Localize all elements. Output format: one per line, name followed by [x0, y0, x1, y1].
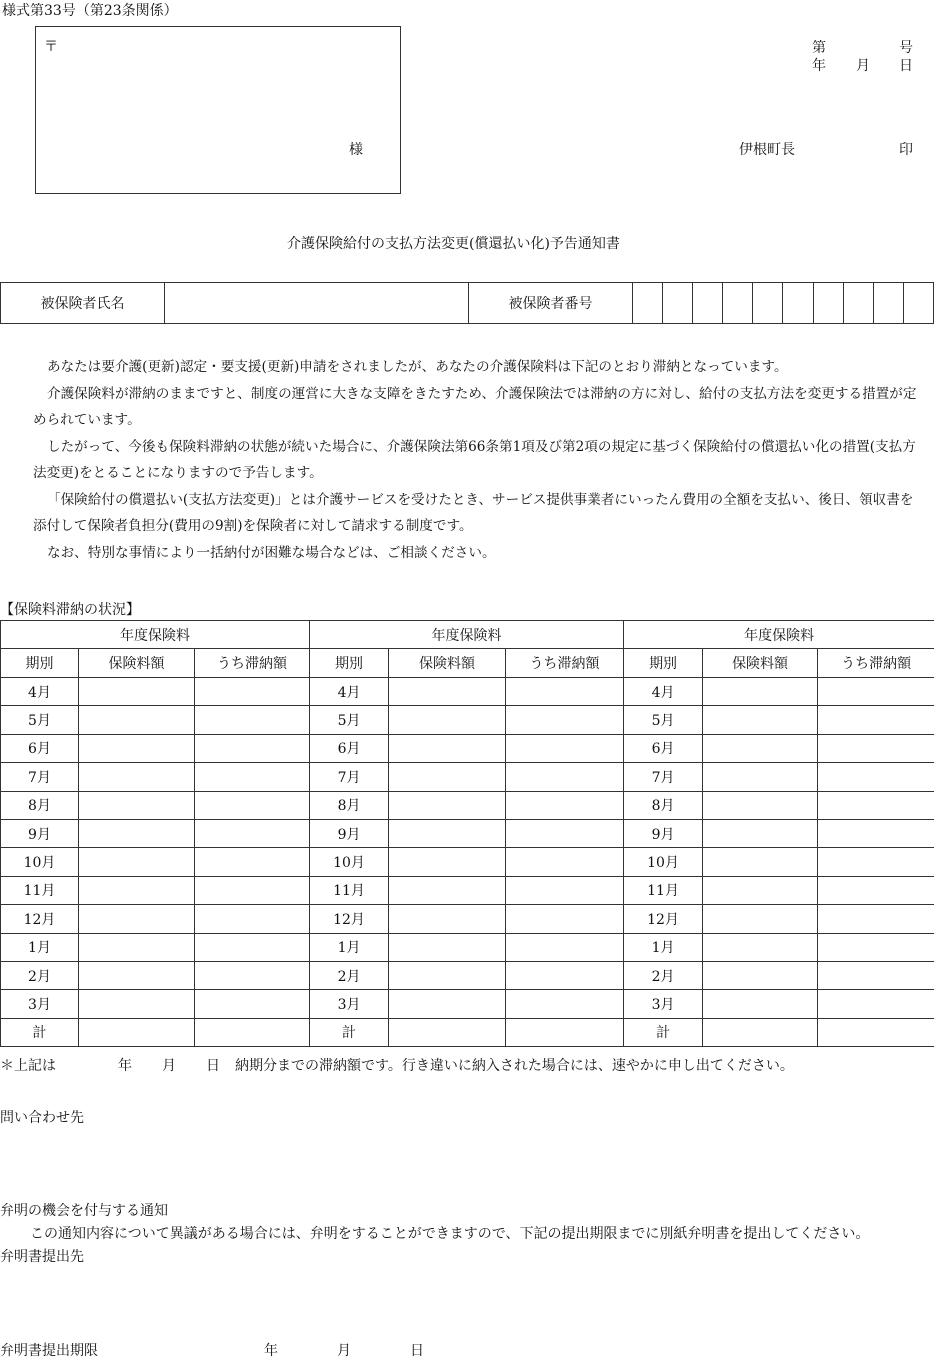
arrears-amount-cell [195, 1018, 310, 1046]
note-day: 日 [206, 1055, 220, 1075]
total-label-cell: 計 [624, 1018, 703, 1046]
month-period-cell: 11月 [624, 876, 703, 904]
premium-amount-cell [389, 706, 506, 734]
body-paragraph-5: なお、特別な事情により一括納付が困難な場合などは、ご相談ください。 [33, 540, 923, 567]
body-paragraph-3: したがって、今後も保険料滞納の状態が続いた場合に、介護保険法第66条第1項及び第2項の規定に基づく保険給付の償還払い化の措置(支払方法変更)をとることになりますので予告します。 [33, 434, 923, 487]
year-group-header: 年度保険料 [310, 621, 624, 649]
arrears-amount-cell [195, 933, 310, 961]
insured-number-digit [633, 283, 663, 324]
arrears-amount-cell [818, 876, 934, 904]
note-suffix: 納期分までの滞納額です。行き違いに納入された場合には、速やかに申し出てください。 [235, 1055, 794, 1075]
premium-amount-cell [703, 706, 818, 734]
arrears-amount-cell [818, 933, 934, 961]
col-arrears: うち滞納額 [195, 649, 310, 678]
premium-amount-cell [389, 791, 506, 819]
arrears-amount-cell [506, 706, 624, 734]
table-row [1, 734, 934, 762]
insured-name-cell [165, 283, 469, 324]
arrears-amount-cell [818, 706, 934, 734]
month-period-cell: 7月 [624, 763, 703, 791]
month-period-cell: 8月 [624, 791, 703, 819]
table-row [1, 990, 934, 1018]
arrears-amount-cell [506, 848, 624, 876]
month-period-cell: 6月 [624, 734, 703, 762]
arrears-rows [1, 678, 934, 1047]
inquiry-label: 問い合わせ先 [0, 1107, 84, 1127]
premium-amount-cell [389, 1018, 506, 1046]
premium-amount-cell [79, 763, 195, 791]
arrears-amount-cell [506, 734, 624, 762]
arrears-amount-cell [818, 1018, 934, 1046]
arrears-amount-cell [818, 678, 934, 706]
month-period-cell: 11月 [310, 876, 389, 904]
total-label-cell: 計 [1, 1018, 79, 1046]
status-heading: 【保険料滞納の状況】 [0, 599, 140, 619]
month-period-cell: 8月 [310, 791, 389, 819]
month-period-cell: 10月 [1, 848, 79, 876]
table-row [1, 819, 934, 847]
insured-number-label: 被保険者番号 [469, 283, 633, 324]
deadline-month: 月 [337, 1340, 351, 1360]
year-group-header: 年度保険料 [624, 621, 934, 649]
premium-amount-cell [389, 848, 506, 876]
arrears-amount-cell [818, 848, 934, 876]
month-period-cell: 6月 [310, 734, 389, 762]
month-period-cell: 2月 [310, 961, 389, 989]
month-period-cell: 9月 [624, 819, 703, 847]
arrears-amount-cell [818, 990, 934, 1018]
arrears-amount-cell [195, 848, 310, 876]
premium-amount-cell [79, 734, 195, 762]
arrears-amount-cell [818, 763, 934, 791]
month-period-cell: 4月 [310, 678, 389, 706]
body-paragraph-1: あなたは要介護(更新)認定・要支援(更新)申請をされましたが、あなたの介護保険料は下記のとおり滞納となっています。 [33, 354, 923, 381]
arrears-amount-cell [195, 819, 310, 847]
premium-amount-cell [389, 819, 506, 847]
month-period-cell: 10月 [310, 848, 389, 876]
premium-amount-cell [79, 876, 195, 904]
document-title: 介護保険給付の支払方法変更(償還払い化)予告通知書 [287, 233, 620, 253]
premium-amount-cell [703, 905, 818, 933]
month-period-cell: 2月 [1, 961, 79, 989]
table-row [1, 933, 934, 961]
arrears-amount-cell [506, 819, 624, 847]
date-year: 年 [812, 55, 826, 75]
postal-mark: 〒 [44, 36, 58, 56]
table-row [1, 706, 934, 734]
submit-to-label: 弁明書提出先 [0, 1246, 84, 1266]
insured-number-digit [873, 283, 903, 324]
premium-amount-cell [79, 905, 195, 933]
premium-amount-cell [703, 876, 818, 904]
premium-amount-cell [79, 678, 195, 706]
premium-amount-cell [79, 990, 195, 1018]
premium-amount-cell [703, 791, 818, 819]
arrears-amount-cell [818, 819, 934, 847]
address-box [35, 26, 401, 194]
premium-amount-cell [389, 678, 506, 706]
note-prefix: ＊上記は [0, 1055, 56, 1075]
insured-number-digit [723, 283, 753, 324]
arrears-amount-cell [506, 678, 624, 706]
col-arrears: うち滞納額 [506, 649, 624, 678]
table-row [1, 791, 934, 819]
arrears-amount-cell [195, 706, 310, 734]
arrears-amount-cell [195, 990, 310, 1018]
note-month: 月 [162, 1055, 176, 1075]
table-row [1, 905, 934, 933]
arrears-amount-cell [506, 905, 624, 933]
insured-number-digit [783, 283, 813, 324]
col-arrears: うち滞納額 [818, 649, 934, 678]
month-period-cell: 11月 [1, 876, 79, 904]
arrears-amount-cell [506, 763, 624, 791]
total-row [1, 1018, 934, 1046]
col-period: 期別 [624, 649, 703, 678]
issuer-name: 伊根町長 [739, 139, 795, 159]
premium-amount-cell [389, 876, 506, 904]
explanation-heading: 弁明の機会を付与する通知 [0, 1200, 168, 1220]
premium-amount-cell [79, 961, 195, 989]
month-period-cell: 3月 [624, 990, 703, 1018]
premium-amount-cell [703, 763, 818, 791]
arrears-amount-cell [195, 791, 310, 819]
month-period-cell: 3月 [1, 990, 79, 1018]
doc-number-dai: 第 [812, 37, 826, 57]
month-period-cell: 4月 [1, 678, 79, 706]
deadline-label: 弁明書提出期限 [0, 1340, 98, 1360]
month-period-cell: 5月 [624, 706, 703, 734]
year-group-header: 年度保険料 [1, 621, 310, 649]
col-period: 期別 [310, 649, 389, 678]
seal-mark: 印 [899, 139, 913, 159]
insured-number-digit [813, 283, 843, 324]
month-period-cell: 5月 [1, 706, 79, 734]
month-period-cell: 1月 [1, 933, 79, 961]
form-label: 様式第33号（第23条関係） [2, 0, 178, 20]
arrears-amount-cell [195, 678, 310, 706]
arrears-amount-cell [818, 905, 934, 933]
month-period-cell: 1月 [624, 933, 703, 961]
premium-amount-cell [389, 990, 506, 1018]
premium-amount-cell [389, 961, 506, 989]
month-period-cell: 12月 [1, 905, 79, 933]
insured-name-label: 被保険者氏名 [1, 283, 165, 324]
month-period-cell: 3月 [310, 990, 389, 1018]
arrears-amount-cell [506, 876, 624, 904]
premium-amount-cell [389, 933, 506, 961]
premium-amount-cell [703, 819, 818, 847]
table-row [1, 763, 934, 791]
month-period-cell: 9月 [1, 819, 79, 847]
date-day: 日 [899, 55, 913, 75]
month-period-cell: 2月 [624, 961, 703, 989]
insured-number-digit [693, 283, 723, 324]
insured-number-digit [843, 283, 873, 324]
premium-amount-cell [703, 734, 818, 762]
insured-number-digit [663, 283, 693, 324]
table-row [1, 678, 934, 706]
month-period-cell: 5月 [310, 706, 389, 734]
premium-amount-cell [703, 848, 818, 876]
deadline-year: 年 [264, 1340, 278, 1360]
premium-amount-cell [703, 678, 818, 706]
premium-amount-cell [703, 961, 818, 989]
insured-number-digit [753, 283, 783, 324]
arrears-amount-cell [818, 961, 934, 989]
premium-amount-cell [79, 791, 195, 819]
month-period-cell: 12月 [624, 905, 703, 933]
month-period-cell: 1月 [310, 933, 389, 961]
arrears-amount-cell [818, 734, 934, 762]
premium-amount-cell [703, 933, 818, 961]
col-premium: 保険料額 [79, 649, 195, 678]
col-premium: 保険料額 [703, 649, 818, 678]
arrears-amount-cell [506, 1018, 624, 1046]
month-period-cell: 7月 [1, 763, 79, 791]
arrears-amount-cell [506, 961, 624, 989]
insured-table [0, 282, 934, 324]
arrears-table [0, 620, 934, 1047]
body-paragraph-4: 「保険給付の償還払い(支払方法変更)」とは介護サービスを受けたとき、サービス提供事業者にいったん費用の全額を支払い、後日、領収書を添付して保険者負担分(費用の9割)を保険者に対して請求する制度です。 [33, 487, 923, 540]
month-period-cell: 10月 [624, 848, 703, 876]
month-period-cell: 9月 [310, 819, 389, 847]
total-label-cell: 計 [310, 1018, 389, 1046]
arrears-amount-cell [506, 990, 624, 1018]
col-period: 期別 [1, 649, 79, 678]
month-period-cell: 7月 [310, 763, 389, 791]
premium-amount-cell [389, 905, 506, 933]
arrears-amount-cell [195, 905, 310, 933]
arrears-amount-cell [195, 763, 310, 791]
body-paragraph-2: 介護保険料が滞納のままですと、制度の運営に大きな支障をきたすため、介護保険法では滞納の方に対し、給付の支払方法を変更する措置が定められています。 [33, 381, 923, 434]
premium-amount-cell [79, 706, 195, 734]
month-period-cell: 8月 [1, 791, 79, 819]
deadline-day: 日 [410, 1340, 424, 1360]
date-month: 月 [856, 55, 870, 75]
arrears-amount-cell [818, 791, 934, 819]
month-period-cell: 4月 [624, 678, 703, 706]
table-row [1, 876, 934, 904]
premium-amount-cell [389, 763, 506, 791]
premium-amount-cell [79, 933, 195, 961]
arrears-amount-cell [506, 791, 624, 819]
insured-number-digit [903, 283, 933, 324]
premium-amount-cell [389, 734, 506, 762]
month-period-cell: 12月 [310, 905, 389, 933]
col-premium: 保険料額 [389, 649, 506, 678]
arrears-amount-cell [195, 961, 310, 989]
note-year: 年 [118, 1055, 132, 1075]
premium-amount-cell [703, 1018, 818, 1046]
arrears-amount-cell [506, 933, 624, 961]
month-period-cell: 6月 [1, 734, 79, 762]
table-row [1, 961, 934, 989]
premium-amount-cell [79, 848, 195, 876]
premium-amount-cell [703, 990, 818, 1018]
honorific: 様 [349, 139, 363, 159]
arrears-amount-cell [195, 734, 310, 762]
doc-number-go: 号 [899, 37, 913, 57]
table-row [1, 848, 934, 876]
arrears-amount-cell [195, 876, 310, 904]
explanation-text: この通知内容について異議がある場合には、弁明をすることができますので、下記の提出期限までに別紙弁明書を提出してください。 [30, 1223, 869, 1243]
premium-amount-cell [79, 1018, 195, 1046]
body-text [33, 354, 923, 566]
premium-amount-cell [79, 819, 195, 847]
